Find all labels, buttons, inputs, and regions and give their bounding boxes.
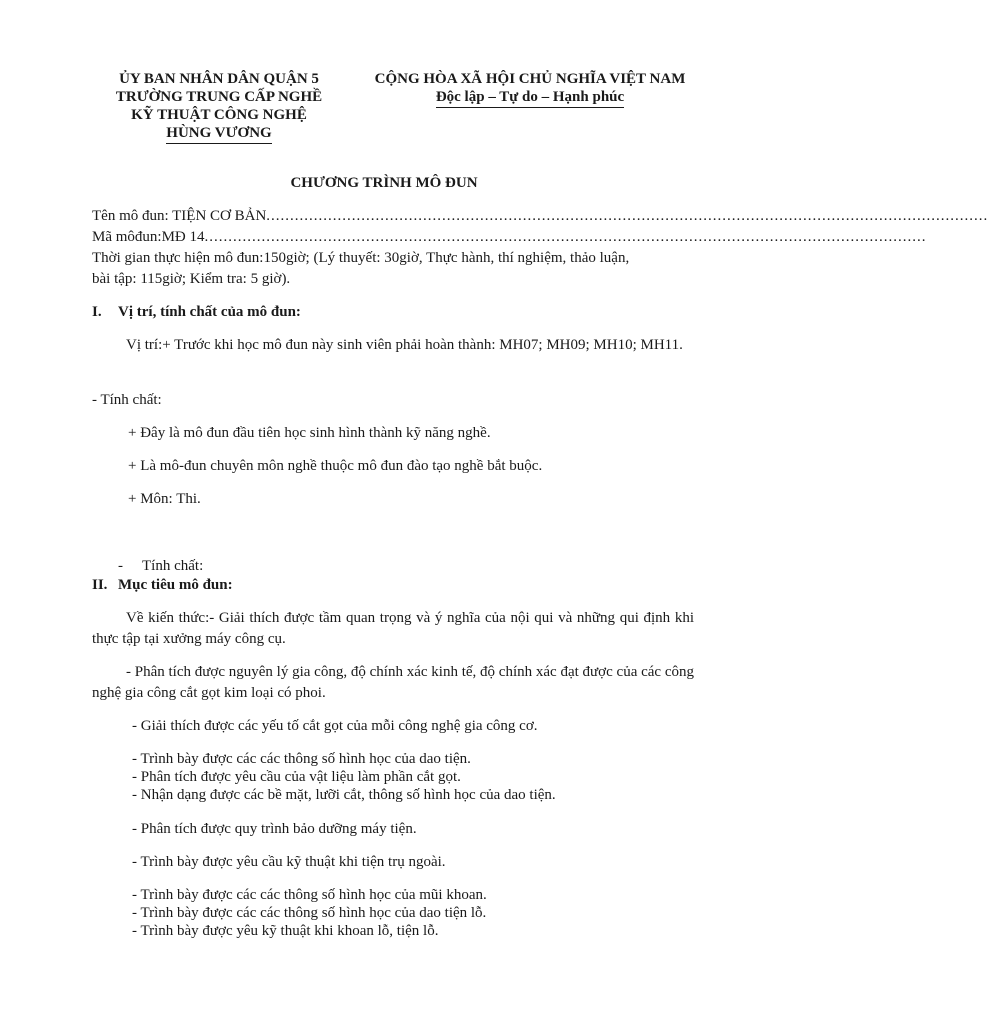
objective-item: - Trình bày được yêu cầu kỹ thuật khi tiện trụ ngoài. [132, 854, 446, 870]
section-2-heading [92, 575, 233, 596]
section-1-title: Vị trí, tính chất của mô đun: [118, 304, 301, 320]
nature-label: - Tính chất: [92, 392, 162, 408]
header-left-line-3: KỸ THUẬT CÔNG NGHỆ [131, 107, 307, 123]
nature-bullet-2: + Là mô-đun chuyên môn nghề thuộc mô đun đào tạo nghề bắt buộc. [128, 458, 543, 474]
section-2-title: Mục tiêu mô đun: [118, 577, 233, 593]
section-1-number: I. [92, 304, 102, 320]
duration-line-1: Thời gian thực hiện mô đun:150giờ; (Lý thuyết: 30giờ, Thực hành, thí nghiệm, thảo luận, [92, 250, 630, 266]
header-left-line-2: TRƯỜNG TRUNG CẤP NGHỀ [115, 89, 323, 105]
section-1-heading [92, 302, 301, 323]
dot-leader: ........................................................................................................................................................ [204, 229, 927, 245]
objective-item: - Phân tích được quy trình bảo dưỡng máy tiện. [132, 821, 417, 837]
header-right-line-1: CỘNG HÒA XÃ HỘI CHỦ NGHĨA VIỆT NAM [374, 71, 686, 87]
module-name-line [92, 206, 988, 227]
header-left-block [96, 70, 342, 144]
objective-item: - Nhận dạng được các bề mặt, lưỡi cắt, thông số hình học của dao tiện. [132, 787, 556, 803]
header-right-block [350, 70, 710, 108]
module-code-line [92, 227, 927, 248]
objective-item: - Trình bày được các các thông số hình học của dao tiện lỗ. [132, 905, 487, 921]
nature-bullet-3: + Môn: Thi. [128, 491, 201, 507]
objective-item: - Phân tích được nguyên lý gia công, độ chính xác kinh tế, độ chính xác đạt được của các công nghệ gia công cắt gọt kim loại có phoi. [92, 664, 694, 701]
nature-label-2: Tính chất: [142, 558, 204, 574]
module-name: Tên mô đun: TIỆN CƠ BẢN [92, 208, 267, 224]
position-paragraph: Vị trí:+ Trước khi học mô đun này sinh viên phải hoàn thành: MH07; MH09; MH10; MH11. [126, 337, 683, 353]
objective-item: - Trình bày được các các thông số hình học của mũi khoan. [132, 887, 487, 903]
section-2-number: II. [92, 577, 108, 593]
nature-bullet-1: + Đây là mô đun đầu tiên học sinh hình thành kỹ năng nghề. [128, 425, 491, 441]
objective-item: - Trình bày được các các thông số hình học của dao tiện. [132, 751, 471, 767]
nature-dash: - [118, 558, 123, 574]
objective-item: - Giải thích được các yếu tố cắt gọt của mỗi công nghệ gia công cơ. [132, 718, 538, 734]
objective-knowledge: Về kiến thức:- Giải thích được tầm quan trọng và ý nghĩa của nội qui và những qui định khi thực tập tại xưởng máy công cụ. [92, 610, 694, 647]
document-title: CHƯƠNG TRÌNH MÔ ĐUN [290, 175, 478, 191]
header-left-line-4: HÙNG VƯƠNG [166, 124, 271, 144]
objective-item: - Trình bày được yêu kỹ thuật khi khoan lỗ, tiện lỗ. [132, 923, 439, 939]
duration-line-2: bài tập: 115giờ; Kiểm tra: 5 giờ). [92, 271, 291, 287]
dot-leader: ........................................................................................................................................................ [266, 208, 988, 224]
objective-item: - Phân tích được yêu cầu của vật liệu làm phần cắt gọt. [132, 769, 461, 785]
header-left-line-1: ỦY BAN NHÂN DÂN QUẬN 5 [119, 71, 319, 87]
header-right-line-2: Độc lập – Tự do – Hạnh phúc [436, 88, 624, 108]
module-code: Mã môđun:MĐ 14 [92, 229, 205, 245]
